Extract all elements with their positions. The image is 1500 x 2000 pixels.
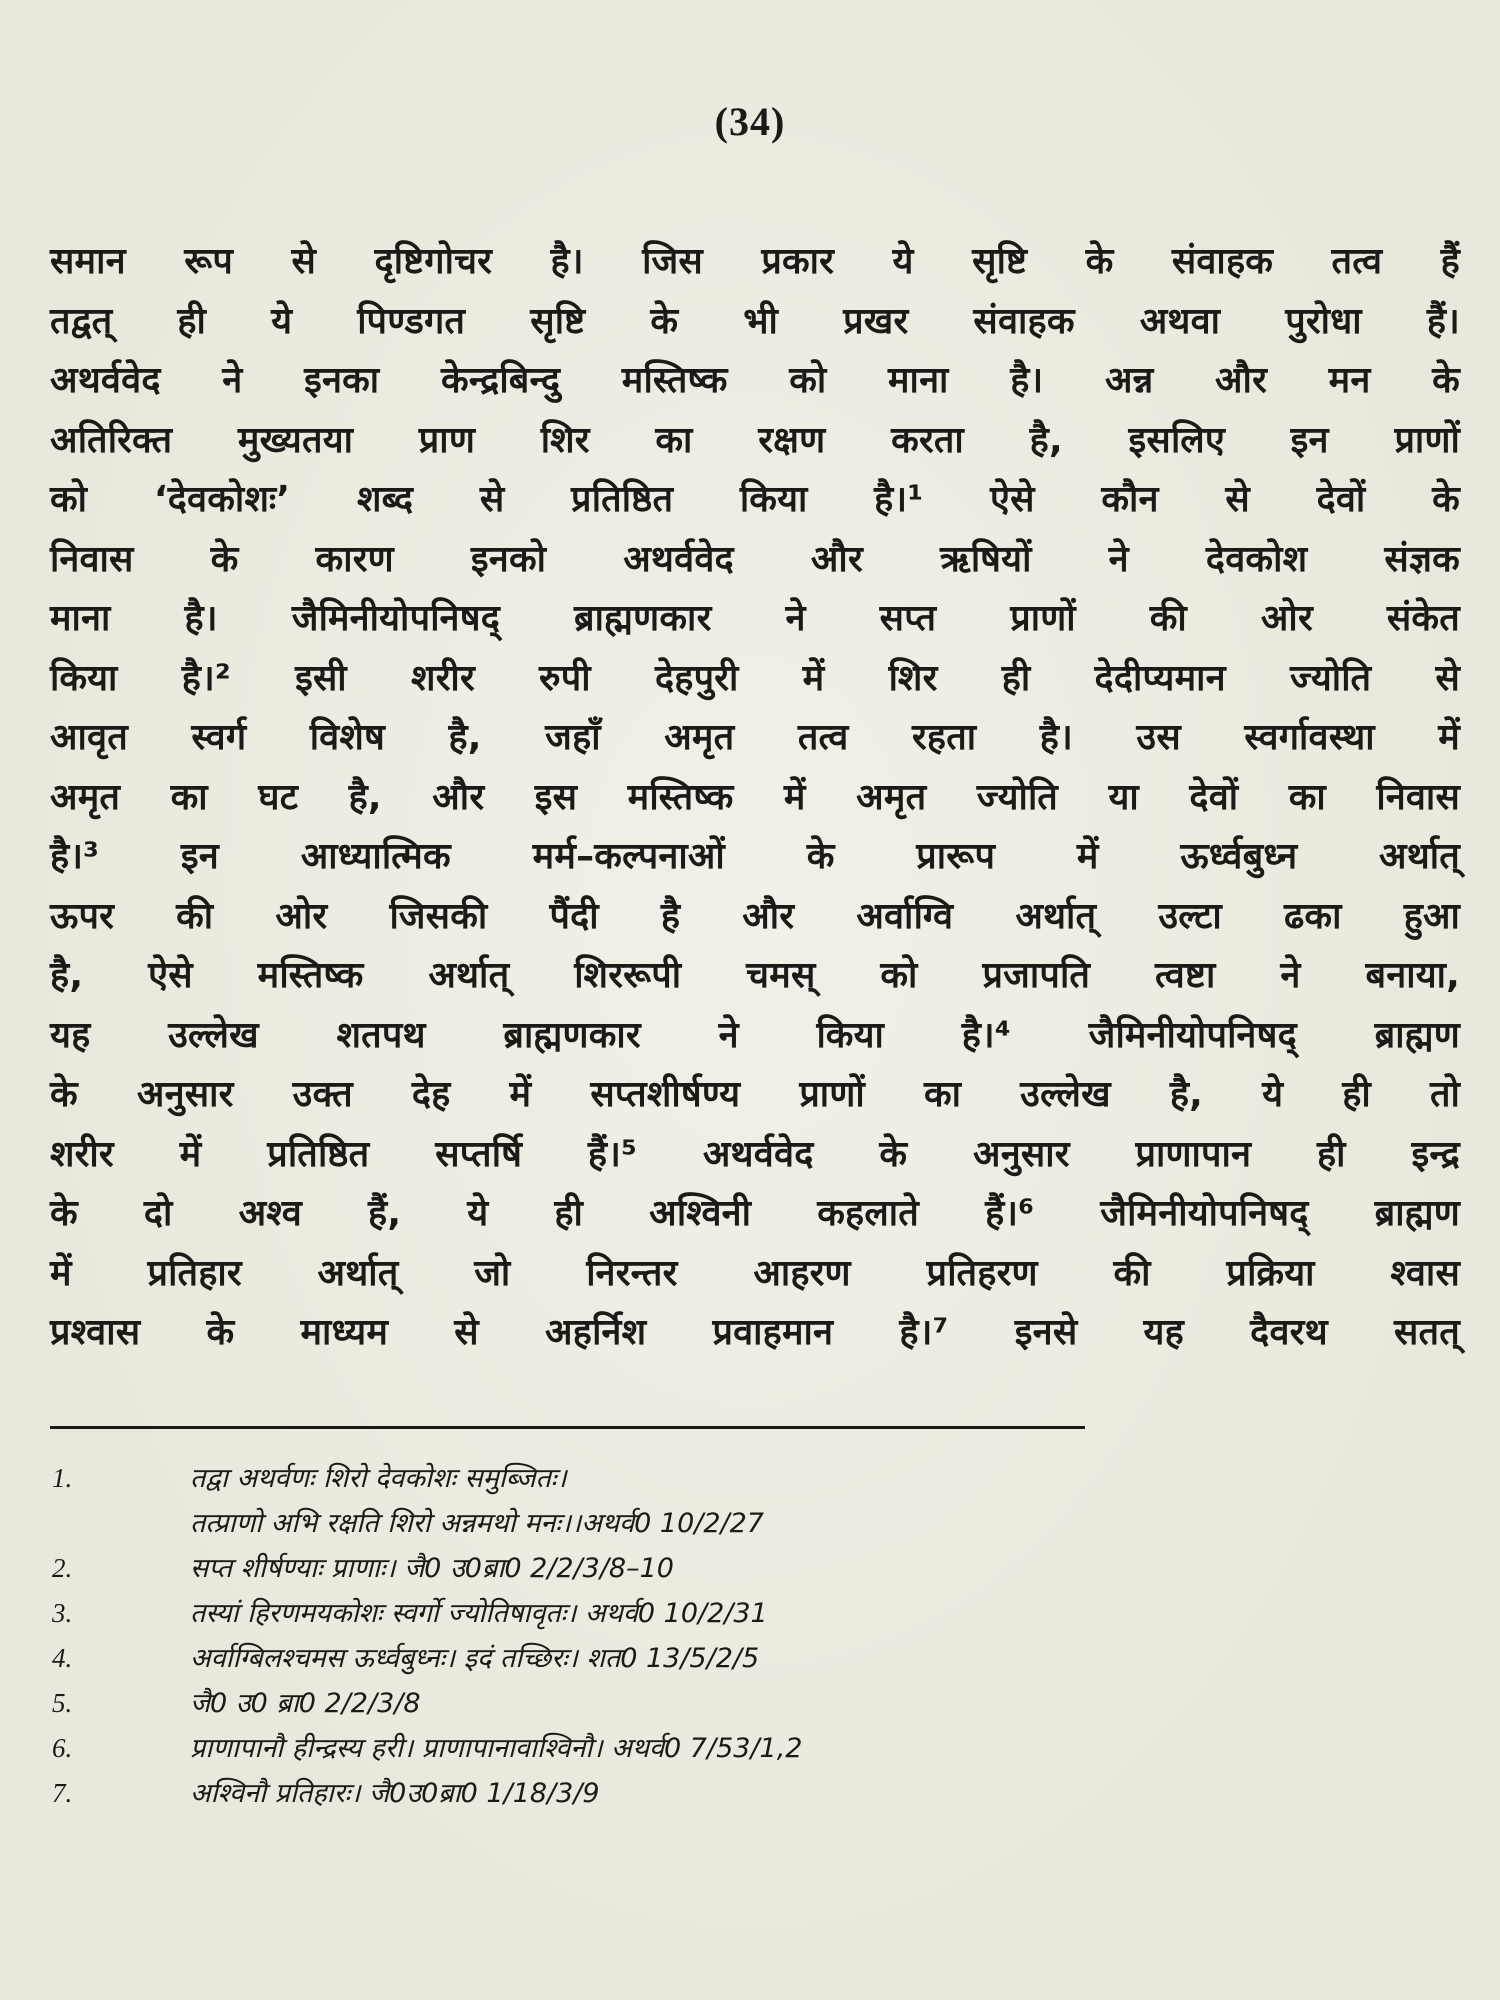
body-line: आवृत स्वर्ग विशेष है, जहाँ अमृत तत्व रहता है। उस स्वर्गावस्था में xyxy=(50,717,1460,758)
body-line: तद्वत् ही ये पिण्डगत सृष्टि के भी प्रखर संवाहक अथवा पुरोधा हैं। xyxy=(50,300,1460,342)
footnote-item xyxy=(50,1726,1460,1771)
footnote-text: जै0 उ0 ब्रा0 2/2/3/8 xyxy=(190,1688,421,1719)
footnote-text: तस्यां हिरणमयकोशः स्वर्गो ज्योतिषावृतः। अथर्व0 10/2/31 xyxy=(190,1598,768,1629)
footnote-text: सप्त शीर्षण्याः प्राणाः। जै0 उ0ब्रा0 2/2/3/8–10 xyxy=(190,1553,674,1584)
footnote-item xyxy=(50,1681,1460,1726)
footnote-text: अर्वाग्बिलश्चमस ऊर्ध्वबुध्नः। इदं तच्छिरः। शत0 13/5/2/5 xyxy=(190,1643,760,1674)
footnote-number: 6. xyxy=(52,1733,73,1763)
body-line: है, ऐसे मस्तिष्क अर्थात् शिररूपी चमस् को प्रजापति त्वष्टा ने बनाया, xyxy=(50,955,1460,996)
body-line: शरीर में प्रतिष्ठित सप्तर्षि हैं।⁵ अथर्ववेद के अनुसार प्राणापान ही इन्द्र xyxy=(50,1133,1460,1175)
footnote-number: 4. xyxy=(52,1643,73,1673)
footnote-divider xyxy=(50,1426,1085,1429)
body-text xyxy=(50,232,1460,1363)
footnote-text: तद्वा अथर्वणः शिरो देवकोशः समुब्जितः। xyxy=(190,1463,567,1494)
footnote-item xyxy=(50,1456,1460,1501)
body-line: ऊपर की ओर जिसकी पैंदी है और अर्वाग्वि अर्थात् उल्टा ढका हुआ xyxy=(50,895,1460,937)
footnote-number: 2. xyxy=(52,1553,73,1583)
body-line: यह उल्लेख शतपथ ब्राह्मणकार ने किया है।⁴ जैमिनीयोपनिषद् ब्राह्मण xyxy=(50,1014,1460,1056)
footnote-number: 1. xyxy=(52,1463,73,1493)
footnote-item xyxy=(50,1501,1460,1546)
footnote-item xyxy=(50,1591,1460,1636)
body-line: के अनुसार उक्त देह में सप्तशीर्षण्य प्राणों का उल्लेख है, ये ही तो xyxy=(50,1074,1460,1115)
body-line: है।³ इन आध्यात्मिक मर्म–कल्पनाओं के प्रारूप में ऊर्ध्वबुध्न अर्थात् xyxy=(50,836,1460,877)
footnote-number: 7. xyxy=(52,1778,73,1808)
body-line: समान रूप से दृष्टिगोचर है। जिस प्रकार ये सृष्टि के संवाहक तत्व हैं xyxy=(50,241,1460,282)
footnote-item xyxy=(50,1771,1460,1816)
body-line: को ‘देवकोशः’ शब्द से प्रतिष्ठित किया है।¹ ऐसे कौन से देवों के xyxy=(50,479,1460,520)
footnotes xyxy=(50,1456,1460,1816)
footnote-text: अश्विनौ प्रतिहारः। जै0उ0ब्रा0 1/18/3/9 xyxy=(190,1778,600,1809)
body-line: में प्रतिहार अर्थात् जो निरन्तर आहरण प्रतिहरण की प्रक्रिया श्वास xyxy=(50,1252,1460,1294)
body-line: के दो अश्व हैं, ये ही अश्विनी कहलाते हैं।⁶ जैमिनीयोपनिषद् ब्राह्मण xyxy=(50,1193,1460,1234)
footnote-item xyxy=(50,1546,1460,1591)
footnote-text: तत्प्राणो अभि रक्षति शिरो अन्नमथो मनः।।अथर्व0 10/2/27 xyxy=(190,1508,764,1539)
page-number: (34) xyxy=(714,99,786,144)
footnote-number: 3. xyxy=(52,1598,73,1628)
footnote-text: प्राणापानौ हीन्द्रस्य हरी। प्राणापानावाश्विनौ। अथर्व0 7/53/1,2 xyxy=(190,1733,803,1764)
footnote-item xyxy=(50,1636,1460,1681)
body-line: अतिरिक्त मुख्यतया प्राण शिर का रक्षण करता है, इसलिए इन प्राणों xyxy=(50,419,1460,461)
body-line: अमृत का घट है, और इस मस्तिष्क में अमृत ज्योति या देवों का निवास xyxy=(50,776,1460,818)
footnote-number: 5. xyxy=(52,1688,73,1718)
body-line: निवास के कारण इनको अथर्ववेद और ऋषियों ने देवकोश संज्ञक xyxy=(50,538,1460,580)
body-line: किया है।² इसी शरीर रुपी देहपुरी में शिर ही देदीप्यमान ज्योति से xyxy=(50,657,1460,699)
body-line: माना है। जैमिनीयोपनिषद् ब्राह्मणकार ने सप्त प्राणों की ओर संकेत xyxy=(50,598,1460,639)
body-line: प्रश्वास के माध्यम से अहर्निश प्रवाहमान है।⁷ इनसे यह दैवरथ सतत् xyxy=(50,1312,1460,1353)
body-line: अथर्ववेद ने इनका केन्द्रबिन्दु मस्तिष्क को माना है। अन्न और मन के xyxy=(50,360,1460,401)
